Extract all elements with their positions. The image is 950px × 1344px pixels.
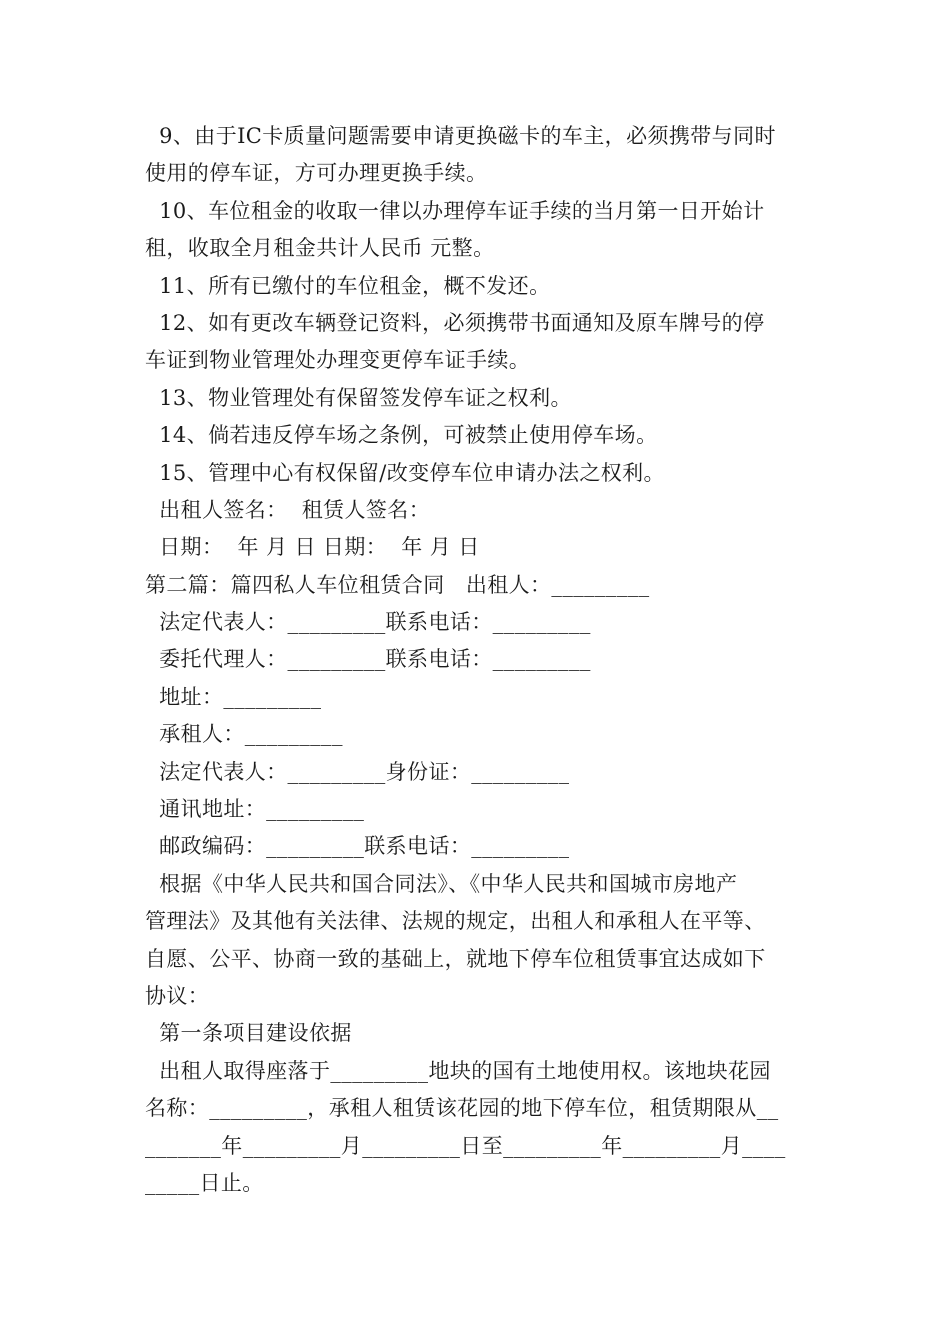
field-line: 通讯地址：_________	[145, 797, 365, 822]
date-line: 日期： 年 月 日 日期： 年 月 日	[145, 535, 480, 560]
section-heading: 第二篇：篇四私人车位租赁合同 出租人：_________	[145, 572, 650, 597]
field-line: 承租人：_________	[145, 722, 343, 747]
text-line: 管理法》及其他有关法律、法规的规定，出租人和承租人在平等、	[145, 909, 766, 934]
field-line: 地址：_________	[145, 684, 322, 709]
text-line: 根据《中华人民共和国合同法》、《中华人民共和国城市房地产	[145, 871, 738, 896]
text-line: 10、车位租金的收取一律以办理停车证手续的当月第一日开始计	[145, 198, 765, 223]
text-line: 使用的停车证，方可办理更换手续。	[145, 161, 488, 186]
text-line: _______年_________月_________日至_________年_________月____	[145, 1133, 786, 1158]
field-line: 邮政编码：_________联系电话：_________	[145, 834, 570, 859]
text-line: 13、物业管理处有保留签发停车证之权利。	[145, 385, 572, 410]
document-body	[145, 118, 810, 1202]
text-line: 租，收取全月租金共计人民币 元整。	[145, 236, 495, 261]
text-line: 协议：	[145, 983, 210, 1008]
text-line: 名称：_________，承租人租赁该花园的地下停车位，租赁期限从__	[145, 1096, 779, 1121]
text-line: 车证到物业管理处办理变更停车证手续。	[145, 348, 531, 373]
field-line: 委托代理人：_________联系电话：_________	[145, 647, 591, 672]
text-line: 11、所有已缴付的车位租金，概不发还。	[145, 273, 551, 298]
signature-line: 出租人签名： 租赁人签名：	[145, 497, 431, 522]
article-heading: 第一条项目建设依据	[145, 1021, 352, 1046]
text-line: 9、由于IC卡质量问题需要申请更换磁卡的车主，必须携带与同时	[145, 124, 776, 148]
text-line: 出租人取得座落于_________地块的国有土地使用权。该地块花园	[145, 1058, 771, 1083]
text-line: 14、倘若违反停车场之条例，可被禁止使用停车场。	[145, 423, 658, 448]
text-line: 自愿、公平、协商一致的基础上，就地下停车位租赁事宜达成如下	[145, 946, 766, 971]
text-line: 12、如有更改车辆登记资料，必须携带书面通知及原车牌号的停	[145, 310, 765, 335]
field-line: 法定代表人：_________身份证：_________	[145, 759, 570, 784]
field-line: 法定代表人：_________联系电话：_________	[145, 610, 591, 635]
text-line: _____日止。	[145, 1170, 264, 1195]
text-line: 15、管理中心有权保留/改变停车位申请办法之权利。	[145, 460, 665, 485]
